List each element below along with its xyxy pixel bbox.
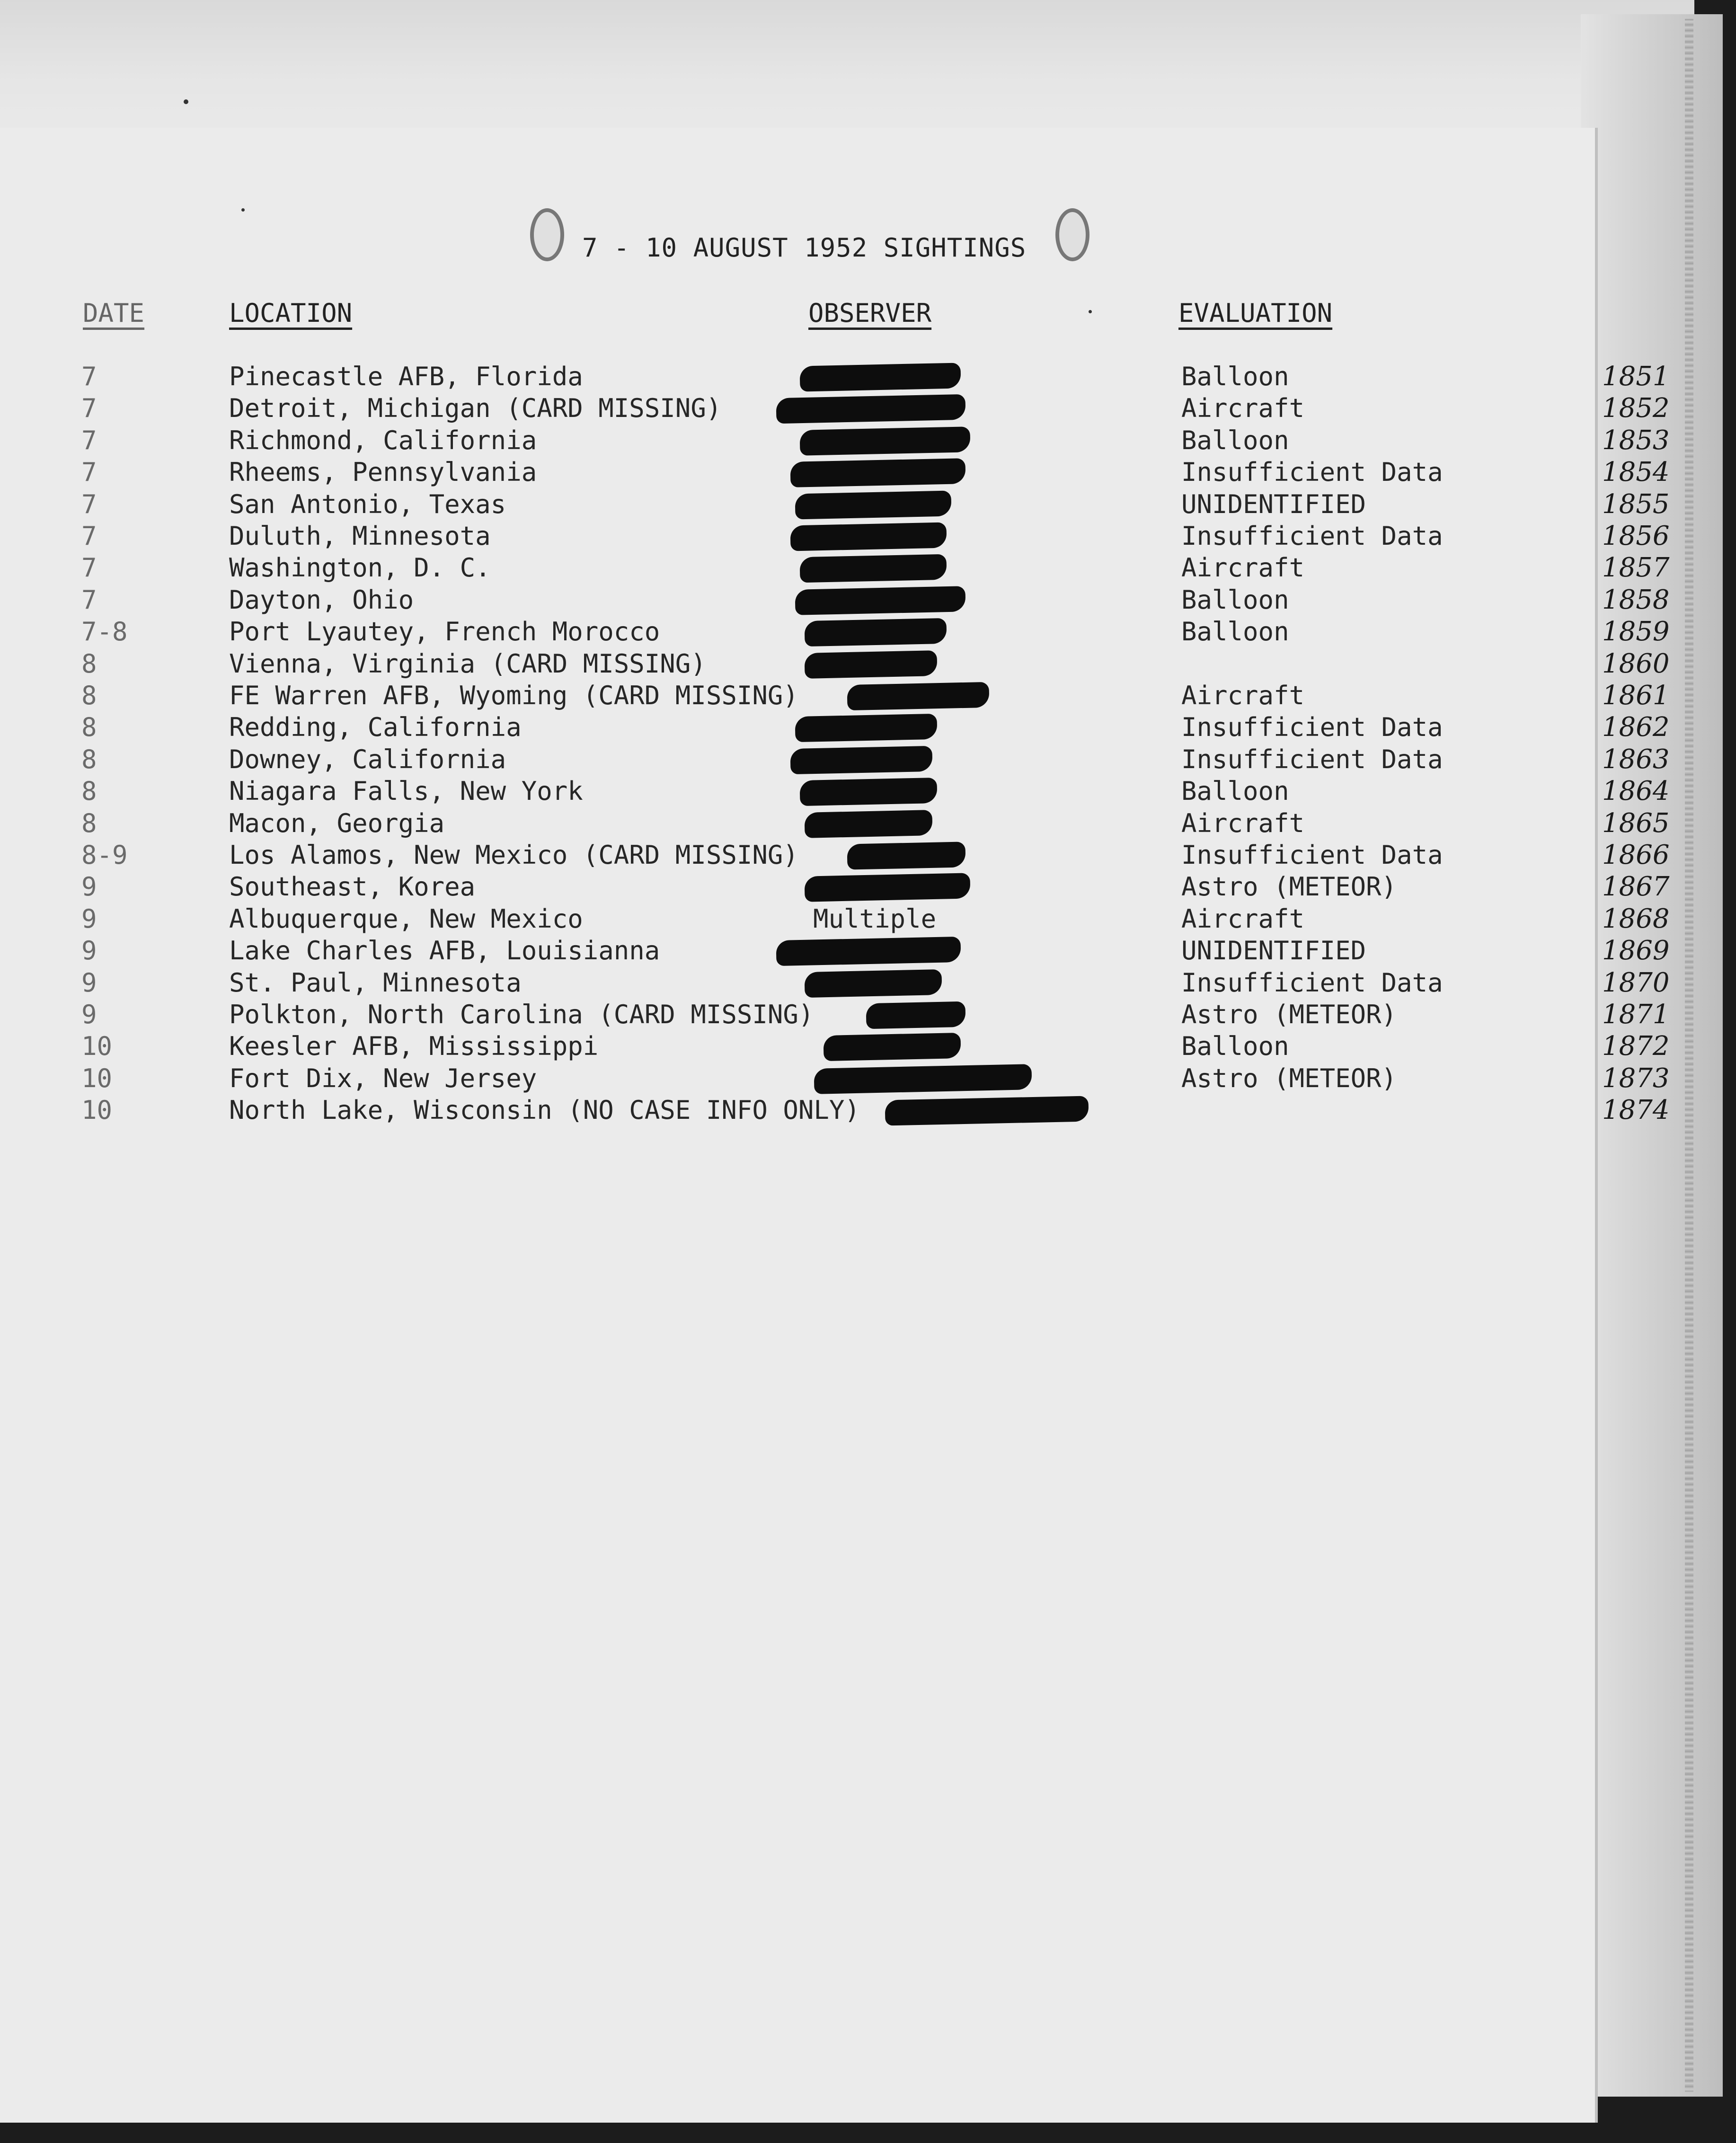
table-row: [0, 616, 1736, 647]
redaction-mark: [804, 873, 970, 902]
table-row: [0, 839, 1736, 871]
row-date: 8: [81, 648, 97, 679]
table-row: [0, 488, 1736, 520]
row-date: 8: [81, 776, 97, 806]
row-case-number: 1856: [1602, 521, 1670, 551]
speck: [184, 99, 188, 104]
row-location: FE Warren AFB, Wyoming (CARD MISSING): [229, 681, 798, 710]
column-header-location: LOCATION: [229, 298, 353, 328]
row-evaluation: Balloon: [1181, 617, 1289, 647]
redaction-mark: [799, 554, 947, 583]
table-row: [0, 871, 1736, 903]
row-date: 7: [81, 553, 97, 583]
row-evaluation: UNIDENTIFIED: [1181, 936, 1366, 966]
row-case-number: 1865: [1602, 807, 1670, 839]
row-date: 7: [81, 489, 97, 519]
table-row: [0, 744, 1736, 775]
table-row: [0, 775, 1736, 807]
row-location: Redding, California: [229, 712, 522, 743]
row-location: Southeast, Korea: [229, 872, 476, 902]
table-row: [0, 1063, 1736, 1094]
row-evaluation: Balloon: [1181, 584, 1289, 615]
row-case-number: 1864: [1602, 776, 1670, 807]
table-row: [0, 425, 1736, 456]
row-evaluation: Insufficient Data: [1181, 967, 1443, 998]
table-row: [0, 456, 1736, 488]
row-date: 10: [81, 1095, 113, 1125]
row-evaluation: Balloon: [1181, 425, 1289, 455]
row-date: 7: [81, 521, 97, 551]
row-location: St. Paul, Minnesota: [229, 967, 522, 998]
row-case-number: 1857: [1602, 552, 1670, 584]
row-evaluation: Astro (METEOR): [1181, 872, 1397, 902]
row-location: Detroit, Michigan (CARD MISSING): [229, 393, 722, 424]
row-case-number: 1860: [1602, 648, 1670, 679]
row-case-number: 1852: [1602, 393, 1670, 424]
table-row: [0, 903, 1736, 935]
row-case-number: 1869: [1602, 935, 1670, 966]
row-location: San Antonio, Texas: [229, 489, 506, 519]
redaction-mark: [790, 458, 965, 487]
row-date: 8: [81, 681, 97, 710]
row-date: 9: [81, 903, 97, 934]
redaction-mark: [790, 746, 932, 774]
row-evaluation: Insufficient Data: [1181, 840, 1443, 870]
row-location: Pinecastle AFB, Florida: [229, 362, 583, 391]
row-case-number: 1872: [1602, 1031, 1670, 1062]
row-location: Los Alamos, New Mexico (CARD MISSING): [229, 840, 798, 870]
redaction-mark: [804, 969, 942, 998]
row-date: 8: [81, 712, 97, 743]
table-row: [0, 1094, 1736, 1126]
row-case-number: 1862: [1602, 712, 1670, 743]
row-case-number: 1873: [1602, 1063, 1670, 1094]
scanner-top-strip: [0, 0, 1694, 137]
table-row: [0, 680, 1736, 711]
row-date: 7: [81, 393, 97, 424]
row-case-number: 1853: [1602, 425, 1670, 456]
redaction-mark: [823, 1033, 961, 1061]
row-case-number: 1851: [1602, 361, 1670, 392]
table-row: [0, 520, 1736, 552]
row-date: 8-9: [81, 840, 128, 870]
row-date: 9: [81, 936, 97, 966]
column-header-date: DATE: [83, 298, 145, 328]
row-case-number: 1874: [1602, 1095, 1670, 1126]
row-case-number: 1867: [1602, 871, 1670, 903]
table-row: [0, 648, 1736, 680]
table-row: [0, 807, 1736, 839]
row-evaluation: Aircraft: [1181, 808, 1305, 838]
row-evaluation: Insufficient Data: [1181, 712, 1443, 743]
table-row: [0, 1030, 1736, 1062]
row-evaluation: Astro (METEOR): [1181, 1000, 1397, 1029]
row-observer: Multiple: [813, 903, 937, 934]
row-evaluation: Balloon: [1181, 1031, 1289, 1062]
row-location: Dayton, Ohio: [229, 584, 414, 615]
row-evaluation: Insufficient Data: [1181, 744, 1443, 774]
row-location: Albuquerque, New Mexico: [229, 903, 583, 934]
row-location: Richmond, California: [229, 425, 537, 455]
row-date: 7: [81, 457, 97, 487]
row-evaluation: Balloon: [1181, 776, 1289, 806]
row-case-number: 1863: [1602, 744, 1670, 775]
row-case-number: 1858: [1602, 584, 1670, 615]
table-row: [0, 711, 1736, 743]
redaction-mark: [795, 490, 951, 519]
row-evaluation: Aircraft: [1181, 553, 1305, 583]
row-location: Fort Dix, New Jersey: [229, 1063, 537, 1093]
row-location: Rheems, Pennsylvania: [229, 457, 537, 487]
table-row: [0, 999, 1736, 1030]
row-evaluation: UNIDENTIFIED: [1181, 489, 1366, 519]
row-evaluation: Insufficient Data: [1181, 521, 1443, 551]
row-case-number: 1859: [1602, 616, 1670, 647]
column-header-evaluation: EVALUATION: [1178, 298, 1333, 328]
row-location: Port Lyautey, French Morocco: [229, 617, 660, 647]
row-evaluation: Aircraft: [1181, 393, 1305, 424]
table-row: [0, 967, 1736, 999]
row-date: 7: [81, 584, 97, 615]
row-case-number: 1868: [1602, 903, 1670, 934]
row-location: Keesler AFB, Mississippi: [229, 1031, 599, 1062]
redaction-mark: [804, 810, 932, 838]
row-evaluation: Balloon: [1181, 362, 1289, 391]
redaction-mark: [804, 618, 947, 646]
redaction-mark: [885, 1096, 1089, 1126]
row-location: North Lake, Wisconsin (NO CASE INFO ONLY): [229, 1095, 860, 1125]
redaction-mark: [804, 650, 937, 679]
punch-hole: [1055, 208, 1089, 261]
row-case-number: 1866: [1602, 840, 1670, 870]
speck: [1089, 310, 1092, 313]
row-evaluation: Insufficient Data: [1181, 457, 1443, 487]
table-row: [0, 552, 1736, 584]
row-location: Vienna, Virginia (CARD MISSING): [229, 648, 706, 679]
row-date: 7-8: [81, 617, 128, 647]
row-date: 8: [81, 744, 97, 774]
redaction-mark: [799, 778, 937, 806]
redaction-mark: [776, 394, 965, 424]
row-evaluation: Aircraft: [1181, 903, 1305, 934]
redaction-mark: [795, 586, 965, 615]
row-case-number: 1871: [1602, 999, 1670, 1030]
table-row: [0, 392, 1736, 424]
redaction-mark: [799, 426, 970, 456]
redaction-mark: [790, 522, 947, 551]
row-date: 7: [81, 425, 97, 455]
redaction-mark: [866, 1001, 965, 1029]
column-header-observer: OBSERVER: [808, 298, 932, 328]
table-row: [0, 584, 1736, 616]
row-date: 9: [81, 872, 97, 902]
row-case-number: 1861: [1602, 680, 1670, 711]
row-evaluation: Aircraft: [1181, 681, 1305, 710]
redaction-mark: [814, 1064, 1032, 1094]
row-date: 7: [81, 362, 97, 391]
redaction-mark: [799, 363, 961, 391]
row-location: Polkton, North Carolina (CARD MISSING): [229, 1000, 814, 1029]
table-row: [0, 935, 1736, 966]
row-date: 10: [81, 1063, 113, 1093]
redaction-mark: [847, 682, 989, 710]
row-location: Downey, California: [229, 744, 506, 774]
row-location: Niagara Falls, New York: [229, 776, 583, 806]
speck: [241, 208, 245, 212]
page-title: 7 - 10 AUGUST 1952 SIGHTINGS: [582, 233, 1027, 263]
row-location: Duluth, Minnesota: [229, 521, 491, 551]
row-case-number: 1854: [1602, 457, 1670, 488]
row-case-number: 1870: [1602, 967, 1670, 998]
row-location: Lake Charles AFB, Louisianna: [229, 936, 660, 966]
row-evaluation: Astro (METEOR): [1181, 1063, 1397, 1093]
row-date: 8: [81, 808, 97, 838]
punch-hole: [530, 208, 564, 261]
row-date: 9: [81, 967, 97, 998]
row-case-number: 1855: [1602, 488, 1670, 520]
redaction-mark: [776, 937, 961, 966]
redaction-mark: [795, 714, 937, 742]
row-date: 9: [81, 1000, 97, 1029]
row-location: Macon, Georgia: [229, 808, 445, 838]
row-date: 10: [81, 1031, 113, 1062]
table-row: [0, 361, 1736, 392]
redaction-mark: [847, 841, 965, 869]
row-location: Washington, D. C.: [229, 553, 491, 583]
